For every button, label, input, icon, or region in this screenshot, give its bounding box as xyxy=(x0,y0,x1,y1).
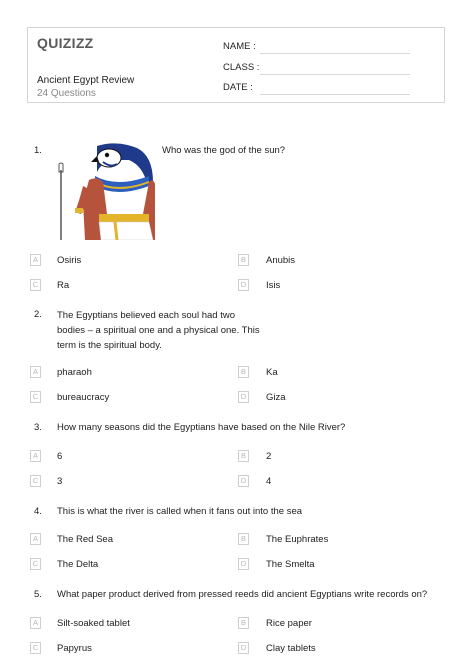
option-text[interactable]: pharaoh xyxy=(57,367,92,378)
name-field[interactable] xyxy=(260,53,410,54)
option-text[interactable]: Osiris xyxy=(57,255,82,266)
class-field[interactable] xyxy=(260,74,410,75)
option-text[interactable]: 6 xyxy=(57,451,63,462)
option-text[interactable]: Ra xyxy=(57,280,70,291)
option-text[interactable]: Silt-soaked tablet xyxy=(57,618,130,629)
option-text[interactable]: Anubis xyxy=(266,255,296,266)
option-letter-box[interactable]: C xyxy=(30,279,41,291)
question-text xyxy=(57,308,260,353)
option-letter-box[interactable]: B xyxy=(238,450,249,462)
question-line: term is the spiritual body. xyxy=(57,340,162,351)
question-line: How many seasons did the Egyptians have based on the Nile River? xyxy=(57,422,346,433)
option-letter-box[interactable]: D xyxy=(238,279,249,291)
option-text[interactable]: Clay tablets xyxy=(266,643,316,654)
question-line: bodies – a spiritual one and a physical one. This xyxy=(57,325,260,336)
name-label: NAME : xyxy=(223,41,256,52)
question-count: 24 Questions xyxy=(37,88,96,99)
question-text xyxy=(57,420,345,435)
option-letter-box[interactable]: C xyxy=(30,558,41,570)
option-text[interactable]: 3 xyxy=(57,476,63,487)
question-text xyxy=(57,504,302,519)
option-text[interactable]: The Euphrates xyxy=(266,534,329,545)
option-text[interactable]: Papyrus xyxy=(57,643,92,654)
option-letter-box[interactable]: B xyxy=(238,533,249,545)
question-line: Who was the god of the sun? xyxy=(162,145,286,156)
date-label: DATE : xyxy=(223,82,253,93)
option-letter-box[interactable]: D xyxy=(238,391,249,403)
quizizz-logo: QUIZIZZ xyxy=(37,35,94,51)
question-line: This is what the river is called when it fans out into the sea xyxy=(57,506,303,517)
falcon-god-illustration xyxy=(57,142,155,240)
option-letter-box[interactable]: D xyxy=(238,558,249,570)
question-number: 5. xyxy=(34,589,42,600)
option-text[interactable]: Giza xyxy=(266,392,286,403)
option-letter-box[interactable]: A xyxy=(30,450,41,462)
option-letter-box[interactable]: A xyxy=(30,254,41,266)
option-letter-box[interactable]: B xyxy=(238,617,249,629)
date-field[interactable] xyxy=(260,94,410,95)
option-letter-box[interactable]: A xyxy=(30,533,41,545)
option-text[interactable]: The Delta xyxy=(57,559,99,570)
option-text[interactable]: Ka xyxy=(266,367,278,378)
option-letter-box[interactable]: B xyxy=(238,254,249,266)
question-line: The Egyptians believed each soul had two xyxy=(57,310,235,321)
option-text[interactable]: 4 xyxy=(266,476,272,487)
question-number: 1. xyxy=(34,145,42,156)
option-text[interactable]: The Smelta xyxy=(266,559,315,570)
question-number: 3. xyxy=(34,422,42,433)
worksheet-title: Ancient Egypt Review xyxy=(37,75,135,86)
option-letter-box[interactable]: C xyxy=(30,391,41,403)
option-letter-box[interactable]: A xyxy=(30,617,41,629)
question-number: 2. xyxy=(34,309,42,320)
option-letter-box[interactable]: A xyxy=(30,366,41,378)
option-text[interactable]: Isis xyxy=(266,280,281,291)
question-line: What paper product derived from pressed reeds did ancient Egyptians write records on? xyxy=(57,589,428,600)
option-letter-box[interactable]: D xyxy=(238,642,249,654)
question-number: 4. xyxy=(34,506,42,517)
option-text[interactable]: bureaucracy xyxy=(57,392,110,403)
question-text xyxy=(57,587,427,602)
option-text[interactable]: The Red Sea xyxy=(57,534,113,545)
option-letter-box[interactable]: C xyxy=(30,475,41,487)
question-text xyxy=(162,143,285,158)
option-letter-box[interactable]: D xyxy=(238,475,249,487)
class-label: CLASS : xyxy=(223,62,260,73)
option-text[interactable]: Rice paper xyxy=(266,618,312,629)
option-text[interactable]: 2 xyxy=(266,451,272,462)
option-letter-box[interactable]: B xyxy=(238,366,249,378)
option-letter-box[interactable]: C xyxy=(30,642,41,654)
